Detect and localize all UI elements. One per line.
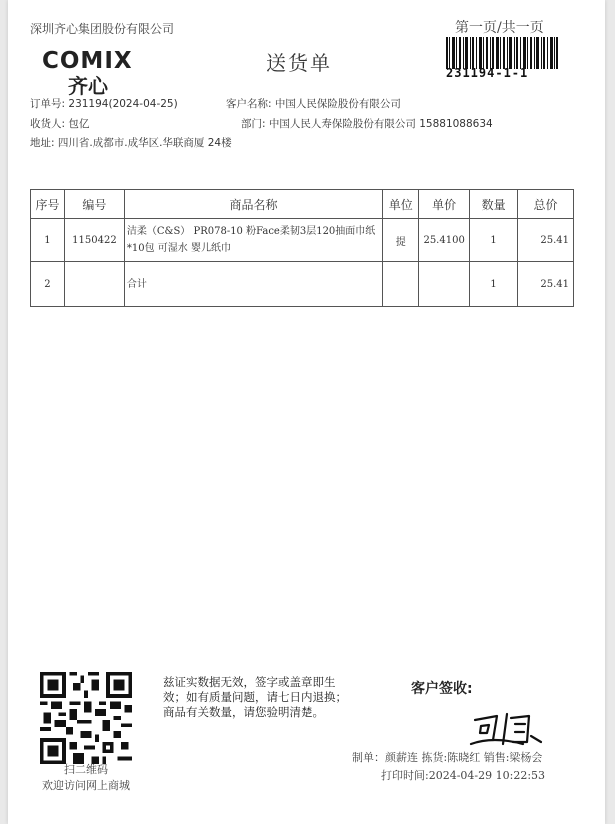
department-value: 中国人民人寿保险股份有限公司 15881088634 (268, 118, 493, 130)
page-info: 第一页/共一页 (455, 20, 544, 36)
cell-code (64, 262, 124, 307)
cell-unit: 提 (383, 219, 419, 262)
notice-line2: 效；如有质量问题，请七日内退换； (163, 690, 347, 704)
cell-price (419, 262, 470, 307)
notice-line3: 商品有关数量，请您验明清楚。 (163, 705, 324, 719)
cell-total: 25.41 (518, 219, 574, 262)
cell-seq: 2 (31, 262, 65, 307)
staff-info: 制单：颜薪连 拣货:陈晓红 销售:梁杨会 (352, 751, 543, 764)
cell-price: 25.4100 (419, 219, 470, 262)
barcode-number: 231194-1-1 (446, 66, 529, 80)
table-header-row (31, 190, 574, 219)
cell-summary-label: 合计 (124, 262, 382, 307)
cell-product-name (124, 219, 382, 262)
cell-qty: 1 (470, 262, 518, 307)
product-name-line2: *10包 可湿水 婴儿纸巾 (126, 243, 231, 254)
qr-caption (30, 762, 142, 794)
cell-qty: 1 (470, 219, 518, 262)
qr-caption-line1: 扫二维码 (64, 763, 108, 776)
cell-total: 25.41 (518, 262, 574, 307)
address-label: 地址: (30, 137, 55, 149)
table-row (31, 219, 574, 262)
notice-text (163, 675, 373, 720)
handwritten-signature (463, 700, 563, 750)
cell-unit (383, 262, 419, 307)
customer-label: 客户名称: (226, 98, 272, 110)
receiver-row (30, 116, 89, 131)
department-label: 部门: (241, 118, 266, 130)
notice-line1: 兹证实数据无效，签字或盖章即生 (163, 675, 336, 689)
document-title: 送货单 (266, 51, 332, 75)
address-row (30, 135, 232, 150)
qr-caption-line2: 欢迎访问网上商城 (42, 779, 130, 792)
comix-logo (42, 48, 162, 98)
product-name-line1: 洁柔（C&S） PR078-10 粉Face柔韧3层120抽面巾纸 (126, 226, 376, 237)
col-unit-header: 单位 (383, 190, 419, 219)
col-code-header: 编号 (64, 190, 124, 219)
order-value: 231194(2024-04-25) (68, 98, 178, 110)
col-qty-header: 数量 (470, 190, 518, 219)
department-row (241, 116, 493, 131)
qr-code-icon (40, 672, 132, 764)
cell-code: 1150422 (64, 219, 124, 262)
address-value: 四川省.成都市.成华区.华联商厦 24楼 (57, 137, 232, 149)
col-seq-header: 序号 (31, 190, 65, 219)
delivery-note-page (8, 0, 605, 824)
barcode-icon (446, 37, 558, 69)
company-name: 深圳齐心集团股份有限公司 (30, 22, 175, 36)
order-label: 订单号: (30, 98, 66, 110)
cell-seq: 1 (31, 219, 65, 262)
col-price-header: 单价 (419, 190, 470, 219)
customer-value: 中国人民保险股份有限公司 (274, 98, 401, 110)
col-total-header: 总价 (518, 190, 574, 219)
logo-chinese: 齐心 (68, 74, 108, 98)
items-table (30, 189, 574, 307)
customer-signature-label: 客户签收: (411, 681, 473, 697)
receiver-label: 收货人: (30, 118, 66, 130)
print-time: 打印时间:2024-04-29 10:22:53 (381, 769, 546, 782)
customer-row (226, 96, 401, 111)
col-name-header: 商品名称 (124, 190, 382, 219)
table-row-total (31, 262, 574, 307)
order-number-row (30, 96, 178, 111)
logo-english: COMIX (42, 48, 133, 74)
receiver-value: 包亿 (68, 118, 90, 130)
